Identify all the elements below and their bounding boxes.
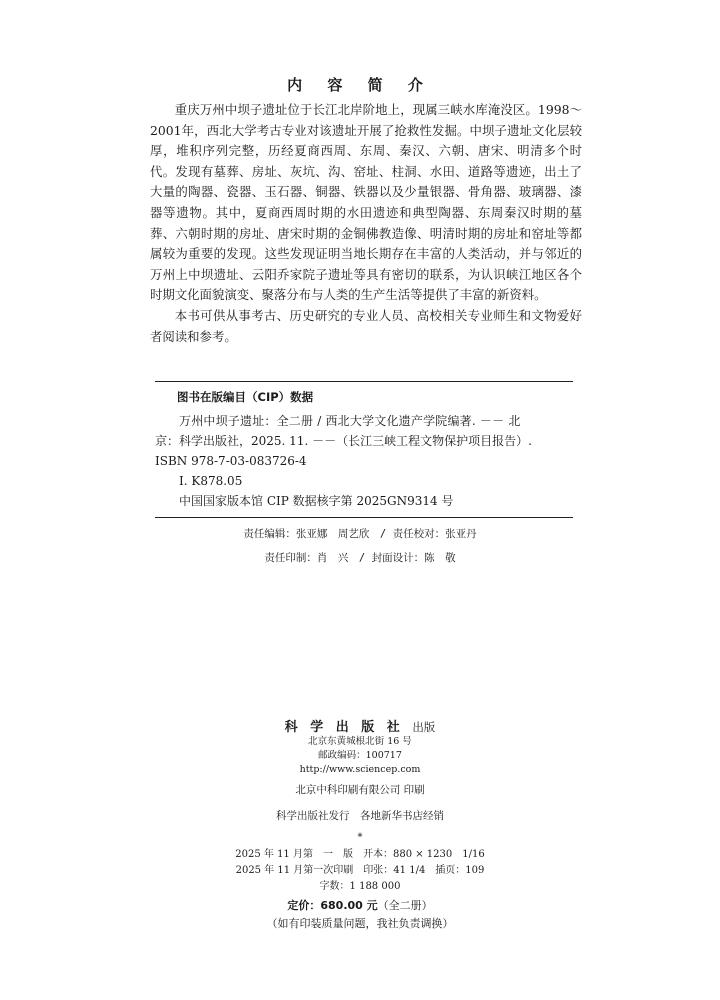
cip-block xyxy=(155,381,573,518)
publisher-url: http://www.sciencep.com xyxy=(299,764,421,775)
publisher-name xyxy=(0,716,720,735)
cip-isbn: ISBN 978-7-03-083726-4 xyxy=(155,454,307,468)
summary-paragraph-1: 重庆万州中坝子遗址位于长江北岸阶地上，现属三峡水库淹没区。1998～2001年，西北大学考古专业对该遗址开展了抢救性发掘。中坝子遗址文化层较厚，堆积序列完整，历经夏商西周、东周、秦汉、六朝、唐宋、明清多个时代。发现有墓葬、房址、灰坑、沟、窑址、柱洞、水田、道路等遗迹，出土了大量的陶器、瓷器、玉石器、铜器、铁器以及少量银器、骨角器、玻璃器、漆器等遗物。其中，夏商西周时期的水田遗迹和典型陶器、东周秦汉时期的墓葬、六朝时期的房址、唐宋时期的金铜佛教造像、明清时期的房址和窑址等都属较为重要的发现。这些发现证明当地长期存在丰富的人类活动，并与邻近的万州上中坝遗址、云阳乔家院子遗址等具有密切的联系，为认识峡江地区各个时期文化面貌演变、聚落分布与人类的生产生活等提供了丰富的新资料。 xyxy=(150,102,582,303)
summary-title: 内 容 简 介 xyxy=(287,76,433,94)
cip-record-line-2: 京：科学出版社，2025. 11. －－（长江三峡工程文物保护项目报告）. xyxy=(155,434,532,448)
cip-bottom-rule xyxy=(155,517,573,518)
publisher-logo-text: 科 学 出 版 社 xyxy=(284,720,404,735)
price-label: 定价： xyxy=(287,899,321,912)
word-count: 字数：1 188 000 xyxy=(319,881,401,892)
price-value: 680.00 元 xyxy=(320,899,378,912)
cip-record xyxy=(155,411,573,511)
publisher-address: 北京东黄城根北街 16 号 xyxy=(308,736,412,747)
cip-verification: 中国国家版本馆 CIP 数据核字第 2025GN9314 号 xyxy=(179,494,454,508)
editors-line-2: 责任印制：肖 兴 / 封面设计：陈 敬 xyxy=(264,552,456,564)
price-note: （全二册） xyxy=(377,899,433,912)
publisher-postcode: 邮政编码：100717 xyxy=(318,750,402,761)
printer: 北京中科印刷有限公司 印刷 xyxy=(295,784,425,796)
publisher-name-suffix: 出版 xyxy=(412,720,436,734)
cip-title: 图书在版编目（CIP）数据 xyxy=(177,390,314,404)
cip-top-rule xyxy=(155,381,573,382)
cip-classification: Ⅰ. K878.05 xyxy=(179,474,243,488)
edition-line: 2025 年 11 月第 一 版 开本：880 × 1230 1/16 xyxy=(235,849,485,860)
distribution: 科学出版社发行 各地新华书店经销 xyxy=(276,810,444,822)
publisher-block xyxy=(0,716,720,933)
editors-line-1: 责任编辑：张亚娜 周艺欣 / 责任校对：张亚丹 xyxy=(243,528,477,540)
summary-body xyxy=(150,100,582,347)
quality-notice: （如有印装质量问题，我社负责调换） xyxy=(266,917,454,930)
summary-paragraph-2: 本书可供从事考古、历史研究的专业人员、高校相关专业师生和文物爱好者阅读和参考。 xyxy=(150,307,582,344)
price-line xyxy=(0,897,720,915)
printing-line: 2025 年 11 月第一次印刷 印张：41 1/4 插页：109 xyxy=(235,865,485,876)
editors-block xyxy=(0,522,720,570)
separator-star: * xyxy=(357,832,363,843)
cip-record-line-1: 万州中坝子遗址：全二册 / 西北大学文化遗产学院编著. －－ 北 xyxy=(179,414,521,428)
